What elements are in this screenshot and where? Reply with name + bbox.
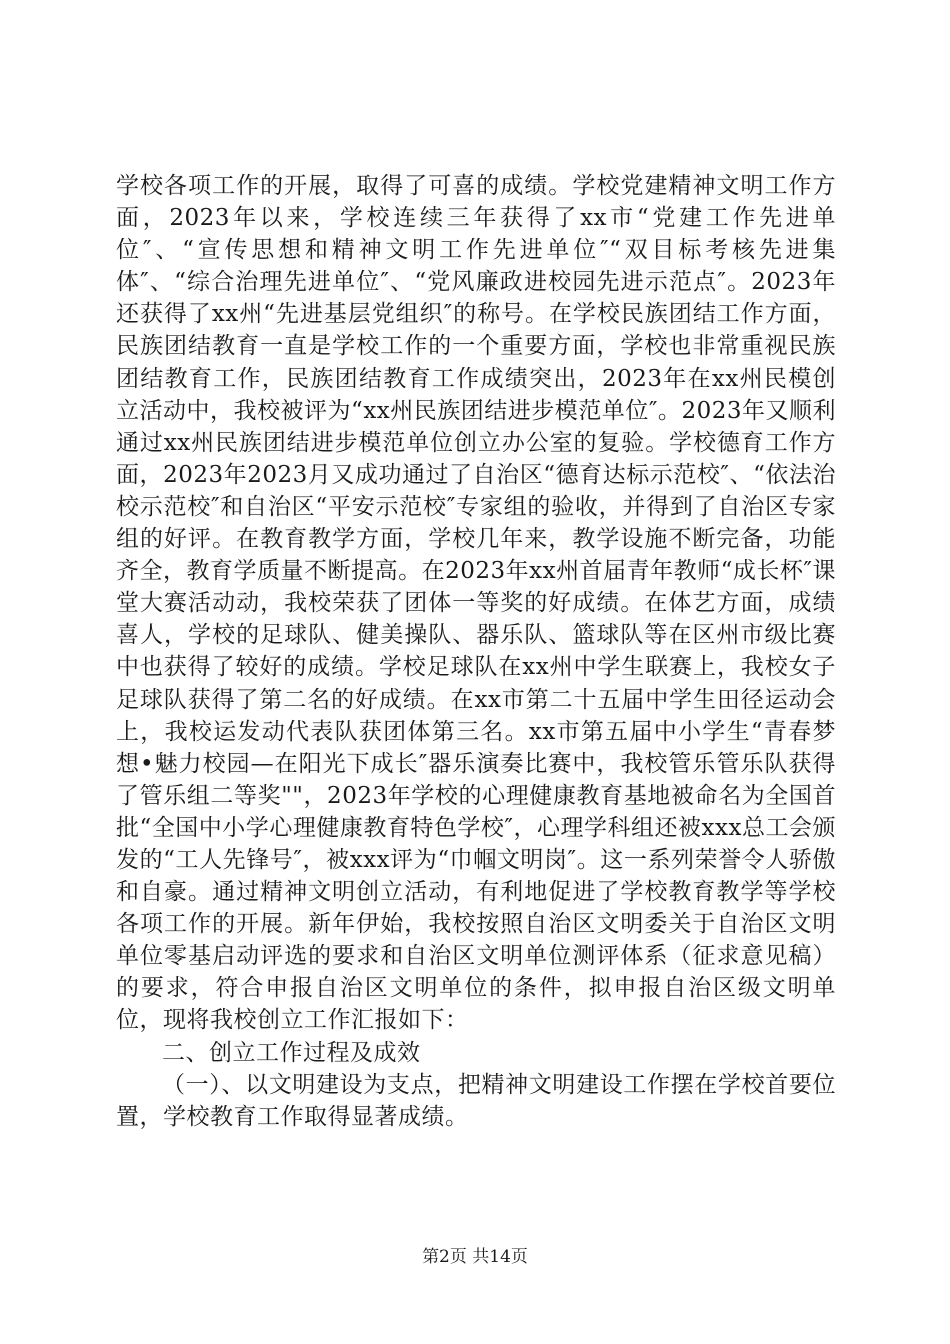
paragraph-achievements: 学校各项工作的开展，取得了可喜的成绩。学校党建精神文明工作方面，2023年以来，学校连续三年获得了xx市“党建工作先进单位″、“宣传思想和精神文明工作先进单位″“双目标考核先进集体″、“综合治理先进单位″、“党风廉政进校园先进示范点″。2023年还获得了xx州“先进基层党组织″的称号。在学校民族团结工作方面，民族团结教育一直是学校工作的一个重要方面，学校也非常重视民族团结教育工作，民族团结教育工作成绩突出，2023年在xx州民模创立活动中，我校被评为“xx州民族团结进步模范单位″。2023年又顺利通过xx州民族团结进步模范单位创立办公室的复验。学校德育工作方面，2023年2023月又成功通过了自治区“德育达标示范校″、“依法治校示范校″和自治区“平安示范校″专家组的验收，并得到了自治区专家组的好评。在教育教学方面，学校几年来，教学设施不断完备，功能齐全，教育学质量不断提高。在2023年xx州首届青年教师“成长杯″课堂大赛活动动，我校荣获了团体一等奖的好成绩。在体艺方面，成绩喜人，学校的足球队、健美操队、器乐队、篮球队等在区州市级比赛中也获得了较好的成绩。学校足球队在xx州中学生联赛上，我校女子足球队获得了第二名的好成绩。在xx市第二十五届中学生田径运动会上，我校运发动代表队获团体第三名。xx市第五届中小学生“青春梦想•魅力校园—在阳光下成长″器乐演奏比赛中，我校管乐管乐队获得了管乐组二等奖""，2023年学校的心理健康教育基地被命名为全国首批“全国中小学心理健康教育特色学校″，心理学科组还被xxx总工会颁发的“工人先锋号″，被xxx评为“巾帼文明岗″。这一系列荣誉令人骄傲和自豪。通过精神文明创立活动，有利地促进了学校教育教学等学校各项工作的开展。新年伊始，我校按照自治区文明委关于自治区文明单位零基启动评选的要求和自治区文明单位测评体系（征求意见稿）的要求，符合申报自治区文明单位的条件，拟申报自治区级文明单位，现将我校创立工作汇报如下：	[116, 173, 836, 1034]
page-footer: 第2页 共14页	[422, 1247, 528, 1267]
document-body	[116, 170, 836, 1133]
section-heading: 二、创立工作过程及成效	[162, 1039, 421, 1066]
subsection-heading: （一）、以文明建设为支点，把精神文明建设工作摆在学校首要位置，学校教育工作取得显著成绩。	[116, 1071, 836, 1130]
